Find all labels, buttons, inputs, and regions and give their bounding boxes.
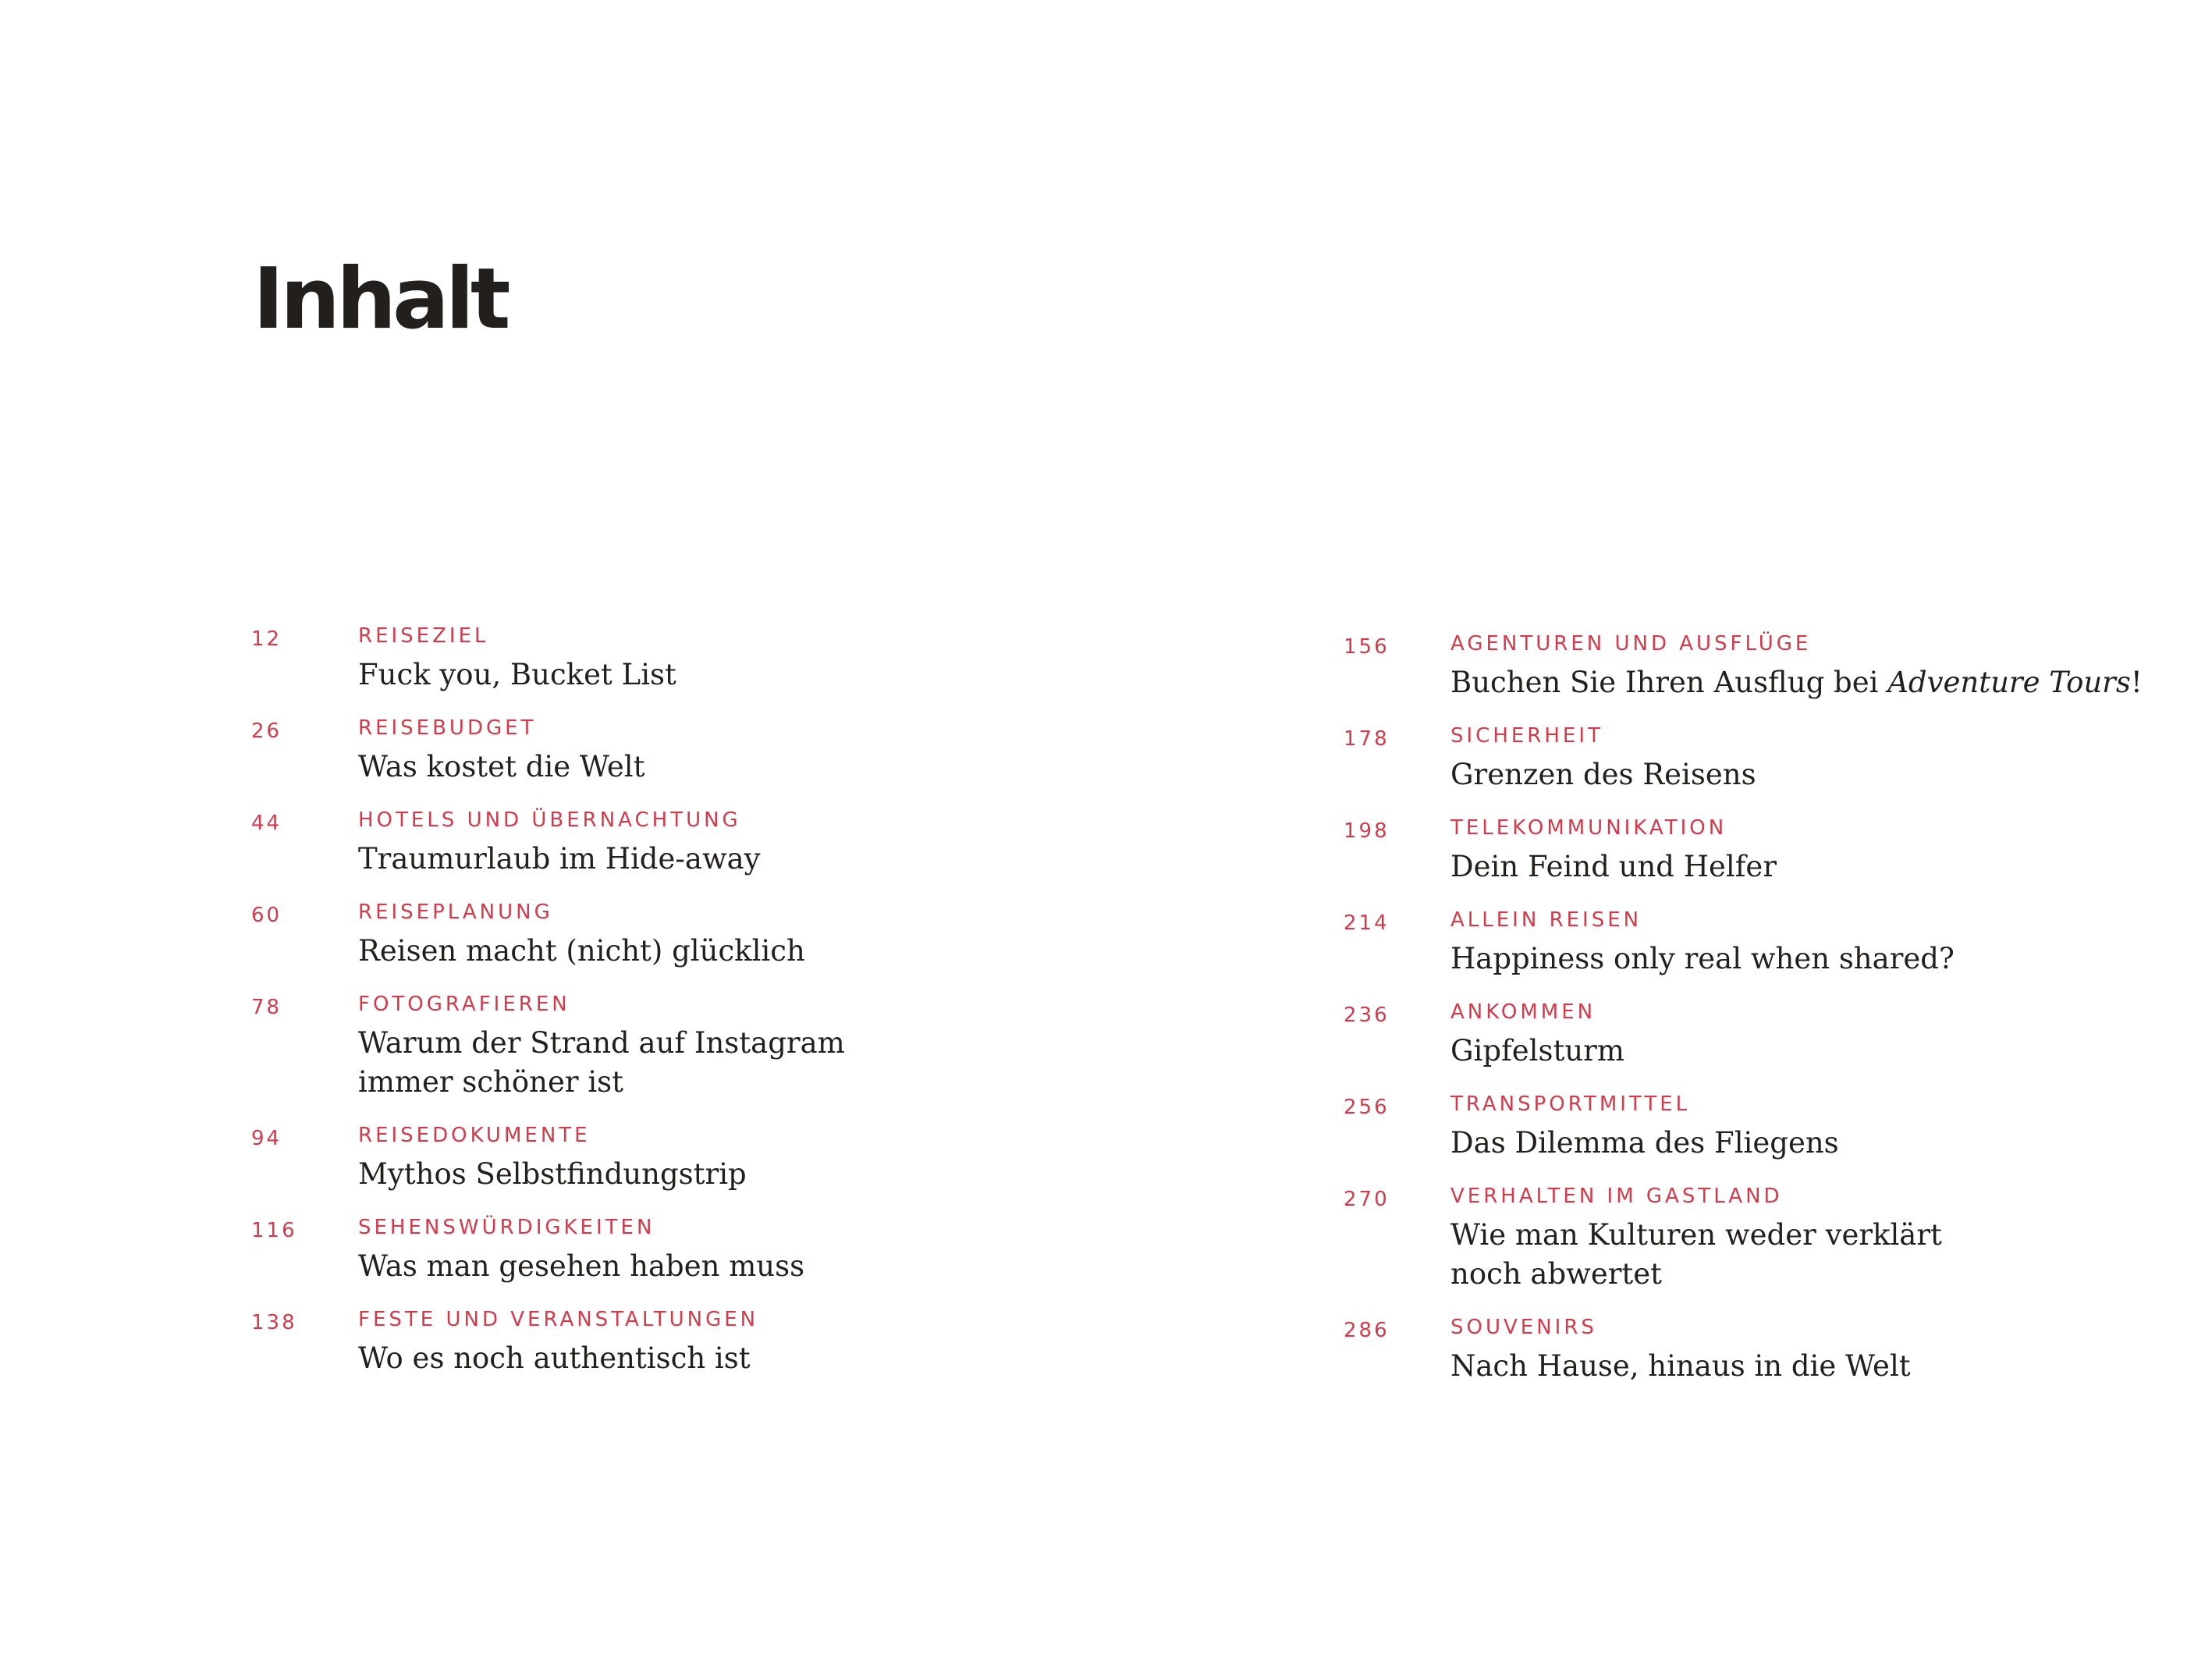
toc-page-number: 236 [1344,1004,1390,1027]
toc-category: SOUVENIRS [1450,1316,1597,1339]
toc-title-line: noch abwertet [1450,1257,1663,1291]
toc-title [1450,663,2212,702]
toc-page-number: 60 [251,904,282,927]
toc-entry[interactable] [251,1124,1266,1216]
toc-title: Was man gesehen haben muss [358,1249,805,1283]
toc-entry[interactable] [251,1216,1266,1308]
toc-entry[interactable] [1344,632,2212,724]
toc-category: TRANSPORTMITTEL [1450,1092,1691,1116]
toc-entry[interactable] [1344,1185,2212,1316]
toc-page-number: 138 [251,1311,297,1334]
toc-title [1450,1216,2212,1294]
toc-entry[interactable] [1344,816,2212,908]
toc-right-column [1344,632,2212,1408]
toc-entry[interactable] [251,1308,1266,1400]
toc-title: Dein Feind und Helfer [1450,850,1777,883]
toc-page-number: 256 [1344,1096,1390,1119]
toc-title [358,1024,1266,1102]
toc-category: HOTELS UND ÜBERNACHTUNG [358,808,741,832]
toc-category: REISEDOKUMENTE [358,1124,591,1147]
toc-category: VERHALTEN IM GASTLAND [1450,1185,1783,1208]
toc-category: TELEKOMMUNIKATION [1450,816,1727,840]
toc-entry[interactable] [251,808,1266,901]
toc-entry[interactable] [1344,724,2212,816]
toc-title: Reisen macht (nicht) glücklich [358,934,805,968]
toc-title: Mythos Selbstfindungstrip [358,1157,747,1191]
toc-title: Happiness only real when shared? [1450,942,1955,975]
toc-entry[interactable] [1344,908,2212,1000]
toc-category: ALLEIN REISEN [1450,908,1642,932]
toc-entry[interactable] [1344,1092,2212,1185]
toc-entry[interactable] [251,901,1266,993]
toc-title: Das Dilemma des Fliegens [1450,1126,1839,1160]
toc-title-text: ! [2130,666,2143,699]
toc-entry[interactable] [251,624,1266,716]
toc-page-number: 116 [251,1219,297,1242]
toc-page-number: 178 [1344,727,1390,751]
toc-entry[interactable] [1344,1000,2212,1092]
toc-page-number: 12 [251,627,282,651]
toc-title-line: immer schöner ist [358,1065,624,1099]
toc-title-italic: Adventure Tours [1887,666,2131,699]
toc-category: REISEBUDGET [358,716,537,740]
toc-title: Grenzen des Reisens [1450,758,1756,791]
toc-category: AGENTUREN UND AUSFLÜGE [1450,632,1812,655]
toc-category: SICHERHEIT [1450,724,1603,748]
toc-entry[interactable] [251,716,1266,808]
toc-category: REISEZIEL [358,624,489,648]
toc-left-column [251,624,1266,1400]
toc-page-number: 270 [1344,1188,1390,1211]
toc-title: Was kostet die Welt [358,750,645,783]
toc-title: Wo es noch authentisch ist [358,1341,751,1375]
toc-category: FESTE UND VERANSTALTUNGEN [358,1308,759,1331]
toc-entry[interactable] [1344,1316,2212,1408]
toc-category: SEHENSWÜRDIGKEITEN [358,1216,655,1239]
toc-title-line: Wie man Kulturen weder verklärt [1450,1218,1942,1252]
toc-page-number: 44 [251,812,282,835]
toc-title: Nach Hause, hinaus in die Welt [1450,1349,1911,1383]
toc-page-number: 26 [251,719,282,743]
toc-entry[interactable] [251,993,1266,1124]
toc-title: Traumurlaub im Hide-away [358,842,761,876]
toc-title-line: Warum der Strand auf Instagram [358,1026,845,1060]
toc-page-number: 198 [1344,819,1390,843]
toc-title: Fuck you, Bucket List [358,658,676,691]
toc-page-number: 214 [1344,911,1390,935]
toc-category: REISEPLANUNG [358,901,553,924]
toc-page-number: 78 [251,996,282,1019]
toc-title-text: Buchen Sie Ihren Ausflug bei [1450,666,1888,699]
toc-category: ANKOMMEN [1450,1000,1596,1024]
toc-page-number: 286 [1344,1319,1390,1342]
toc-page-number: 156 [1344,635,1390,659]
toc-page-number: 94 [251,1127,282,1150]
page-title: Inhalt [253,250,507,348]
toc-title: Gipfelsturm [1450,1034,1624,1068]
toc-category: FOTOGRAFIEREN [358,993,570,1016]
